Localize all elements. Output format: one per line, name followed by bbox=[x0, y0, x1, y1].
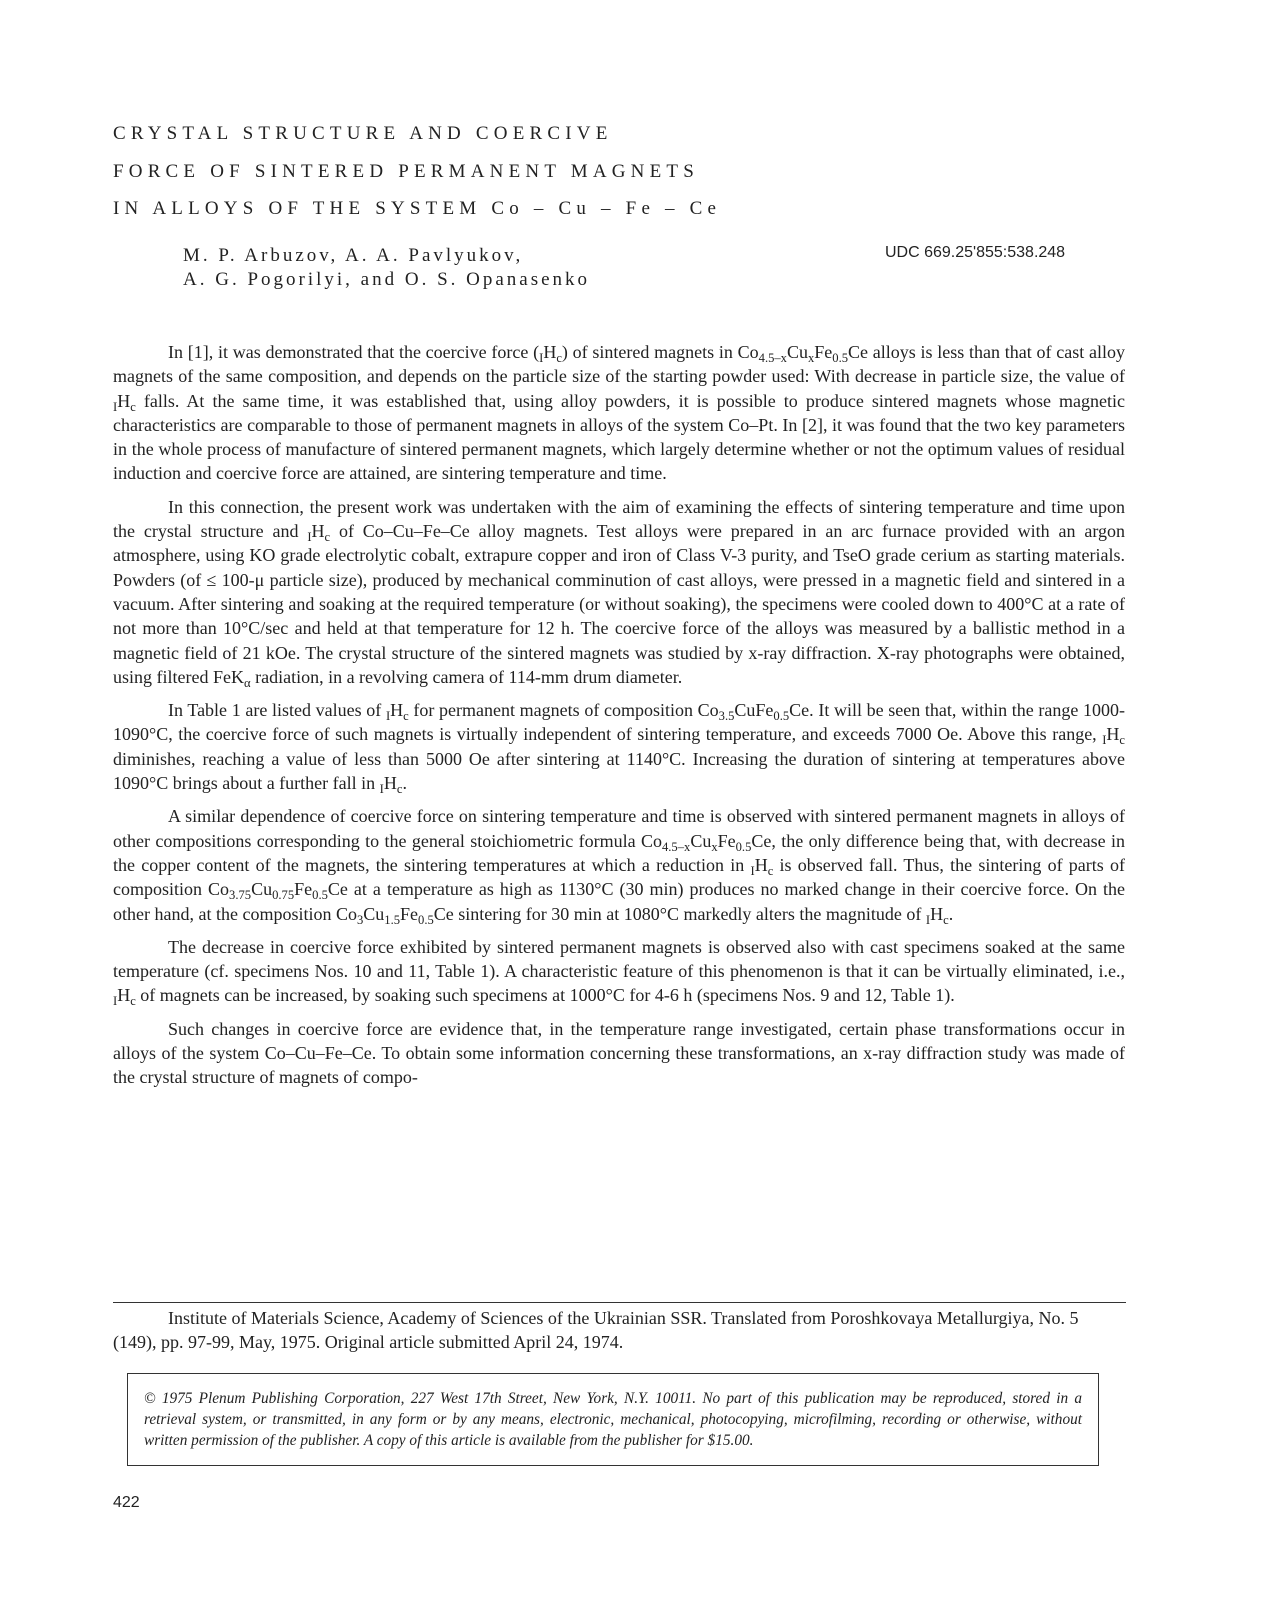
ihc-symbol: $_IH_c$ bbox=[113, 390, 136, 414]
footnote-text: Institute of Materials Science, Academy of Sciences of the Ukrainian SSR. Translated from Poroshkovaya Metallurgiya, No. 5 (149), pp. 97-99, May, 1975. Original article submitted April 24, 1974. bbox=[113, 1308, 1079, 1352]
title-line-3: IN ALLOYS OF THE SYSTEM Co – Cu – Fe – Ce bbox=[113, 198, 722, 219]
ihc-symbol: $_IH_c$ bbox=[385, 700, 409, 723]
title-line-2: FORCE OF SINTERED PERMANENT MAGNETS bbox=[113, 161, 699, 182]
paragraph-5: The decrease in coercive force exhibited by sintered permanent magnets is observed also with cast specimens soaked at the same temperature (cf. specimens Nos. 10 and 11, Table 1). A characteristic feature of this phenomenon is that it can be virtually eliminated, i.e., $_IH_c$ of magnets can be increased, by soaking such specimens at 1000°C for 4-6 h (specimens Nos. 9 and 12, Table 1). bbox=[113, 936, 1125, 1009]
paragraph-1: In [1], it was demonstrated that the coercive force $(_IH_c)$ of sintered magnets in $Co_{4.5-x}Cu_xFe_{0.5}Ce$ alloys is less than that of cast alloy magnets of the same composition, and depends on the particle size of the starting powder used: With decrease in particle size, the value of $_IH_c$ falls. At the same time, it was established that, using alloy powders, it is possible to produce sintered magnets whose magnetic characteristics are comparable to those of permanent magnets in alloys of the system Co–Pt. In [2], it was found that the two key parameters in the whole process of manufacture of sintered permanent magnets, which largely determine whether or not the optimum values of residual induction and coercive force are attained, are sintering temperature and time. bbox=[113, 342, 1126, 484]
formula-co45: $Co_{4.5-x}Cu_xFe_{0.5}Ce$ bbox=[737, 342, 869, 365]
paragraph-3: In Table 1 are listed values of $_IH_c$ for permanent magnets of composition $Co_{3.5}CuFe_{0.5}Ce$. It will be seen that, within the range 1000-1090°C, the coercive force of such magnets is virtually independent of sintering temperature, and exceeds 7000 Oe. Above this range, $_IH_c$ diminishes, reaching a value of less than 5000 Oe after sintering at 1140°C. Increasing the duration of sintering at temperatures above 1090°C brings about a further fall in $_IH_c$. bbox=[113, 700, 1126, 796]
paragraph-6: Such changes in coercive force are evidence that, in the temperature range investigated, certain phase transformations occur in alloys of the system Co–Cu–Fe–Ce. To obtain some information concerning these transformations, an x-ray diffraction study was made of the crystal structure of magnets of compo- bbox=[113, 1018, 1125, 1088]
udc-code: UDC 669.25'855:538.248 bbox=[885, 244, 1066, 261]
ihc-symbol: $_IH_c$ bbox=[113, 985, 136, 1009]
page-number: 422 bbox=[113, 1494, 140, 1511]
formula-fek-alpha: FeK$_\alpha$ bbox=[212, 666, 251, 690]
copyright-text: © 1975 Plenum Publishing Corporation, 227 West 17th Street, New York, N.Y. 10011. No part of this publication may be reproduced, stored in a retrieval system, or transmitted, in any form or by any means, electronic, mechanical, photocopying, microfilming, recording or otherwise, without written permission of the publisher. A copy of this article is available from the publisher for $15.00. bbox=[144, 1390, 1082, 1449]
paragraph-2: In this connection, the present work was undertaken with the aim of examining the effects of sintering temperature and time upon the crystal structure and $_IH_c$ of Co–Cu–Fe–Ce alloy magnets. Test alloys were prepared in an arc furnace provided with an argon atmosphere, using KO grade electrolytic cobalt, extrapure copper and iron of Class V-3 purity, and TseO grade cerium as starting materials. Powders (of ≤ 100-μ particle size), produced by mechanical comminution of cast alloys, were pressed in a magnetic field and sintered in a vacuum. After sintering and soaking at the required temperature (or without soaking), the specimens were cooled down to 400°C at a rate of not more than 10°C/sec and held at that temperature for 12 h. The coercive force of the alloys was measured by a ballistic method in a magnetic field of 21 kOe. The crystal structure of the sintered magnets was studied by x-ray diffraction. X-ray photographs were obtained, using filtered FeK$_\alpha$ radiation, in a revolving camera of 114-mm drum diameter. bbox=[113, 496, 1125, 690]
paragraph-4: A similar dependence of coercive force on sintering temperature and time is observed with sintered permanent magnets in alloys of other compositions corresponding to the general stoichiometric formula $Co_{4.5-x}Cu_xFe_{0.5}Ce$, the only difference being that, with decrease in the copper content of the magnets, the sintering temperatures at which a reduction in $_IH_c$ is observed fall. Thus, the sintering of parts of composition $Co_{3.75}Cu_{0.75}Fe_{0.5}Ce$ at a temperature as high as 1130°C (30 min) produces no marked change in their coercive force. On the other hand, at the composition $Co_3Cu_{1.5}Fe_{0.5}Ce$ sintering for 30 min at 1080°C markedly alters the magnitude of $_IH_c$. bbox=[113, 806, 1126, 927]
article-body bbox=[113, 340, 1125, 1099]
authors-line-1: M. P. Arbuzov, A. A. Pavlyukov, bbox=[183, 245, 524, 266]
title-line-1: CRYSTAL STRUCTURE AND COERCIVE bbox=[113, 123, 613, 144]
formula-co45: $Co_{4.5-x}Cu_xFe_{0.5}Ce$ bbox=[640, 830, 772, 854]
copyright-box bbox=[127, 1373, 1099, 1466]
ihc-symbol: $_IH_c$ bbox=[539, 342, 562, 365]
footnote-divider bbox=[113, 1302, 1126, 1303]
formula-co35: $Co_{3.5}CuFe_{0.5}Ce$ bbox=[697, 700, 810, 723]
ihc-symbol: $_IH_c$ bbox=[307, 521, 331, 544]
authors-line-2: A. G. Pogorilyi, and O. S. Opanasenko bbox=[183, 269, 591, 290]
ihc-symbol: $_IH_c$ bbox=[379, 773, 403, 796]
footnote bbox=[113, 1306, 1125, 1354]
ihc-symbol: $_IH_c$ bbox=[1102, 724, 1125, 748]
formula-co375: $Co_{3.75}Cu_{0.75}Fe_{0.5}Ce$ bbox=[208, 879, 348, 902]
formula-co3: $Co_3Cu_{1.5}Fe_{0.5}Ce$ bbox=[335, 903, 454, 927]
ihc-symbol: $_IH_c$ bbox=[925, 903, 949, 927]
ihc-symbol: $_IH_c$ bbox=[750, 854, 774, 878]
